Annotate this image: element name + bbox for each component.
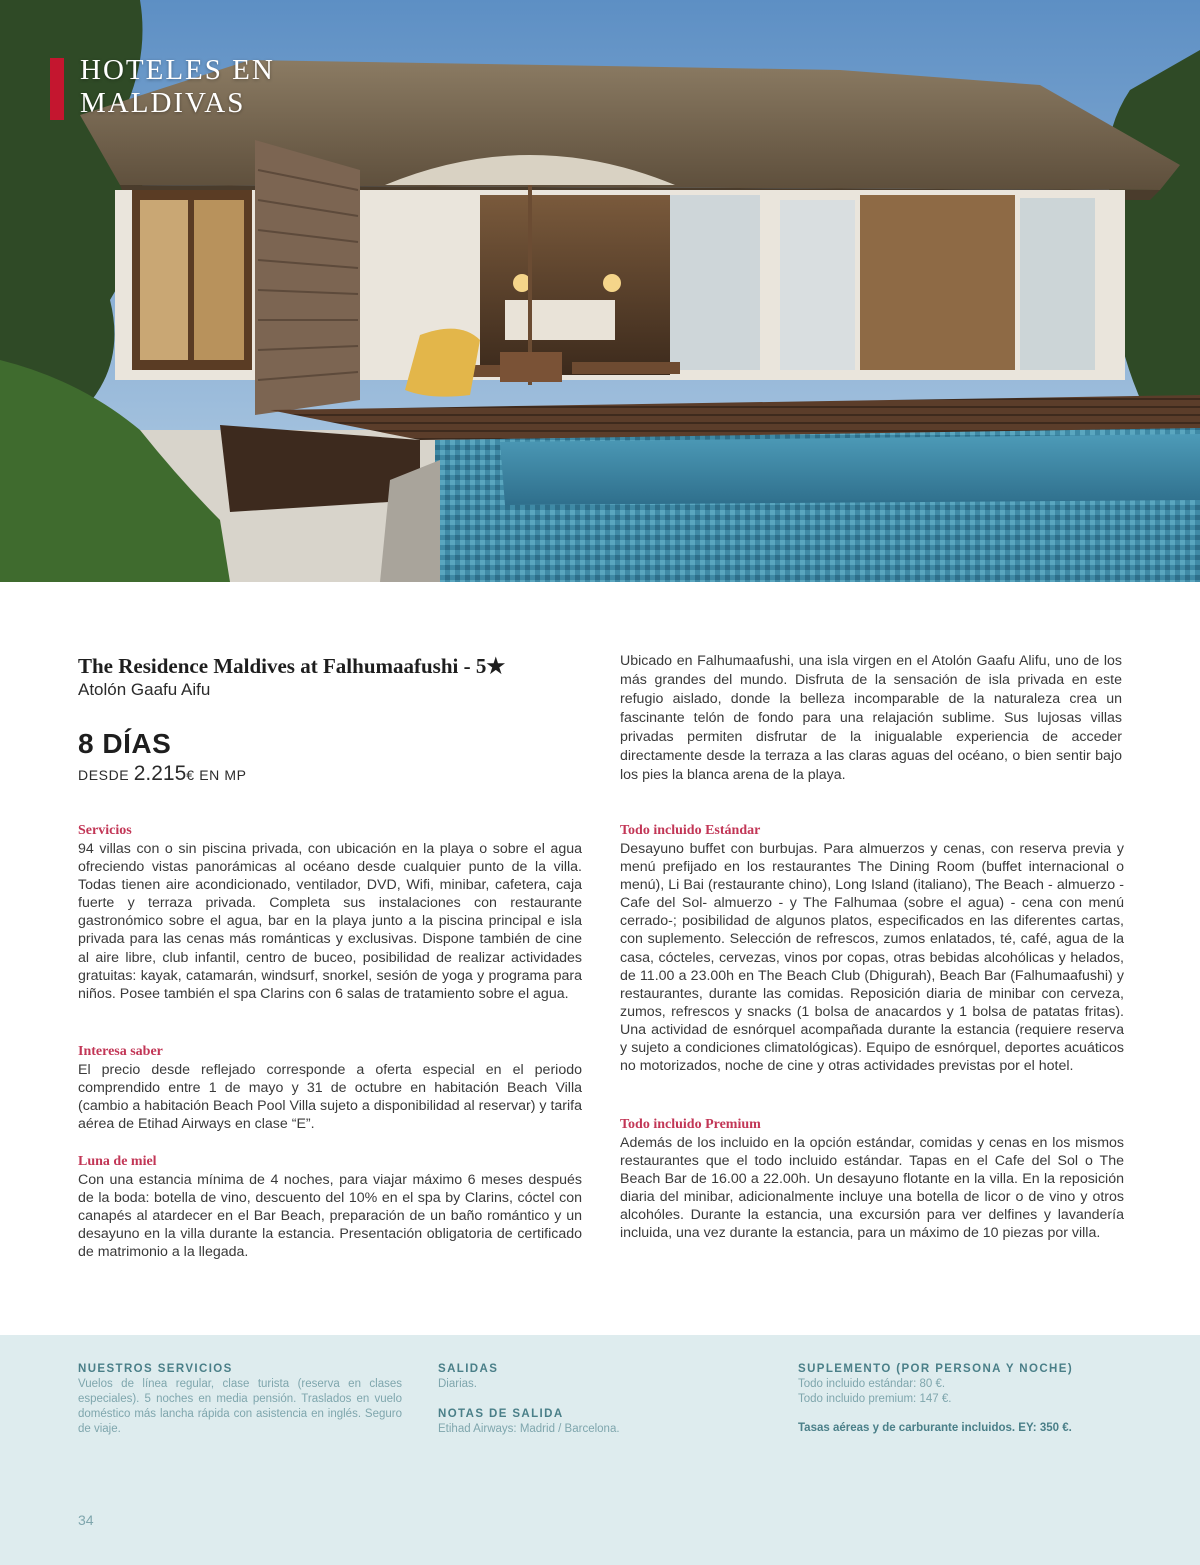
hotel-location: Atolón Gaafu Aifu	[78, 680, 211, 699]
footer-servicios-text: Vuelos de línea regular, clase turista (reserva en clases especiales). 5 noches en media pensión. Traslados en vuelo doméstico más lancha rápida con asistencia en inglés. Seguro de viaje.	[78, 1378, 402, 1435]
todo-incluido-estandar-section	[620, 822, 1124, 1075]
footer-tasas: Tasas aéreas y de carburante incluidos. EY: 350 €.	[798, 1422, 1072, 1434]
price-line	[78, 762, 247, 786]
footer-salidas	[438, 1362, 758, 1437]
page-number: 34	[78, 1512, 94, 1528]
todo-incluido-estandar-text: Desayuno buffet con burbujas. Para almuerzos y cenas, con reserva previa y menú prefijado en los restaurantes The Dining Room (buffet internacional o menú), Li Bai (restaurante chino), Long Island (italiano), The Beach - almuerzo - Cafe del Sol- almuerzo - y The Falhumaa (sobre el agua) - cena con menú cerrado-; posibilidad de algunos platos, especificados en las diferentes cartas, con suplemento. Selección de refrescos, zumos enlatados, té, café, agua de la casa, cócteles, cervezas, vinos por copas, otras bebidas alcohólicas y helados, de 11.00 a 23.00h en The Beach Club (Dhigurah), Beach Bar (Falhumaafushi) y restaurantes, durante las comidas. Reposición diaria de minibar con cerveza, zumos, refrescos y snacks (1 bolsa de anacardos y 1 bolsa de patatas fritas). Una actividad de esnórquel acompañada durante la estancia (requiere reserva y sujeto a condiciones climatológicas). Equipo de esnórquel, deportes acuáticos no motorizados, noche de cine y otras actividades previstas por el hotel.	[620, 841, 1124, 1075]
footer-suplemento	[798, 1362, 1128, 1436]
luna-de-miel-text: Con una estancia mínima de 4 noches, para viajar máximo 6 meses después de la boda: botella de vino, descuento del 10% en el spa by Clarins, cóctel con canapés al atardecer en el Bar Beach, preparación de un baño romántico y un desayuno en la villa durante la estancia. Presentación obligatoria de certificado de matrimonio a la llegada.	[78, 1172, 582, 1261]
luna-de-miel-heading: Luna de miel	[78, 1154, 157, 1169]
footer-panel	[0, 1335, 1200, 1565]
section-title-line2: MALDIVAS	[80, 87, 246, 119]
footer-suplemento-line1: Todo incluido estándar: 80 €.	[798, 1378, 946, 1390]
section-title-line1: HOTELES EN	[80, 54, 275, 86]
price-prefix: DESDE	[78, 767, 130, 783]
footer-notas-text: Etihad Airways: Madrid / Barcelona.	[438, 1423, 620, 1435]
hero-photo	[0, 0, 1200, 582]
todo-incluido-estandar-heading: Todo incluido Estándar	[620, 823, 761, 838]
todo-incluido-premium-text: Además de los incluido en la opción estándar, comidas y cenas en los mismos restaurantes que el todo incluido estándar. Tapas en el Cafe del Sol o The Beach Bar de 16.00 a 22.00h. Un desayuno flotante en la villa. En la reposición diaria del minibar, adicionalmente incluye una botella de licor o de vino y otros alcohóles. Durante la estancia, una excursión para ver delfines y lavandería incluida, una vez durante la estancia, para un máximo de 10 piezas por villa.	[620, 1135, 1124, 1242]
hotel-intro: Ubicado en Falhumaafushi, una isla virgen en el Atolón Gaafu Alifu, uno de los más grandes del mundo. Disfruta de la sensación de isla privada en este refugio aislado, donde la belleza incomparable de la naturaleza crea un fascinante telón de fondo para una relajación sublime. Sus lujosas villas privadas permiten disfrutar de la inigualable experiencia de acceder directamente desde la terraza a las claras aguas del océano, o bien sentir bajo los pies la blanca arena de la playa.	[620, 653, 1122, 783]
todo-incluido-premium-heading: Todo incluido Premium	[620, 1117, 761, 1132]
interesa-saber-text: El precio desde reflejado corresponde a oferta especial en el periodo comprendido entre 1 de mayo y 31 de octubre en habitación Beach Villa (cambio a habitación Beach Pool Villa sujeto a disponibilidad al reservar) y tarifa aérea de Etihad Airways en clase “E”.	[78, 1062, 582, 1133]
servicios-section	[78, 822, 582, 1003]
trip-duration: 8 DÍAS	[78, 728, 172, 759]
todo-incluido-premium-section	[620, 1116, 1124, 1243]
servicios-text: 94 villas con o sin piscina privada, con ubicación en la playa o sobre el agua ofreciendo vistas panorámicas al océano desde cualquier punto de la villa. Todas tienen aire acondicionado, ventilador, DVD, Wifi, minibar, cafetera, caja fuerte y terraza privada. Completa sus instalaciones con restaurante gastronómico sobre el agua, bar en la playa junto a la piscina principal e isla privada para las cenas más románticas y exclusivas. Dispone también de cine al aire libre, club infantil, centro de buceo, posibilidad de realizar actividades gratuitas: kayak, catamarán, windsurf, snorkel, sesión de yoga y programa para niños. Posee también el spa Clarins con 6 salas de tratamiento sobre el agua.	[78, 841, 582, 1002]
footer-salidas-text: Diarias.	[438, 1378, 477, 1390]
price-amount: 2.215	[133, 762, 187, 785]
section-title	[80, 54, 275, 120]
footer-salidas-heading: SALIDAS	[438, 1363, 499, 1375]
footer-suplemento-line2: Todo incluido premium: 147 €.	[798, 1393, 952, 1405]
hotel-name: The Residence Maldives at Falhumaafushi - 5★	[78, 654, 506, 678]
footer-notas-heading: NOTAS DE SALIDA	[438, 1408, 564, 1420]
price-suffix: EN MP	[199, 767, 247, 783]
section-marker-bar	[50, 58, 64, 120]
footer-servicios-heading: NUESTROS SERVICIOS	[78, 1363, 233, 1375]
price-currency: €	[186, 767, 195, 783]
luna-de-miel-section	[78, 1153, 582, 1261]
servicios-heading: Servicios	[78, 823, 132, 838]
interesa-saber-section	[78, 1043, 582, 1133]
interesa-saber-heading: Interesa saber	[78, 1044, 163, 1059]
footer-servicios	[78, 1362, 402, 1437]
footer-suplemento-heading: SUPLEMENTO (POR PERSONA Y NOCHE)	[798, 1363, 1074, 1375]
